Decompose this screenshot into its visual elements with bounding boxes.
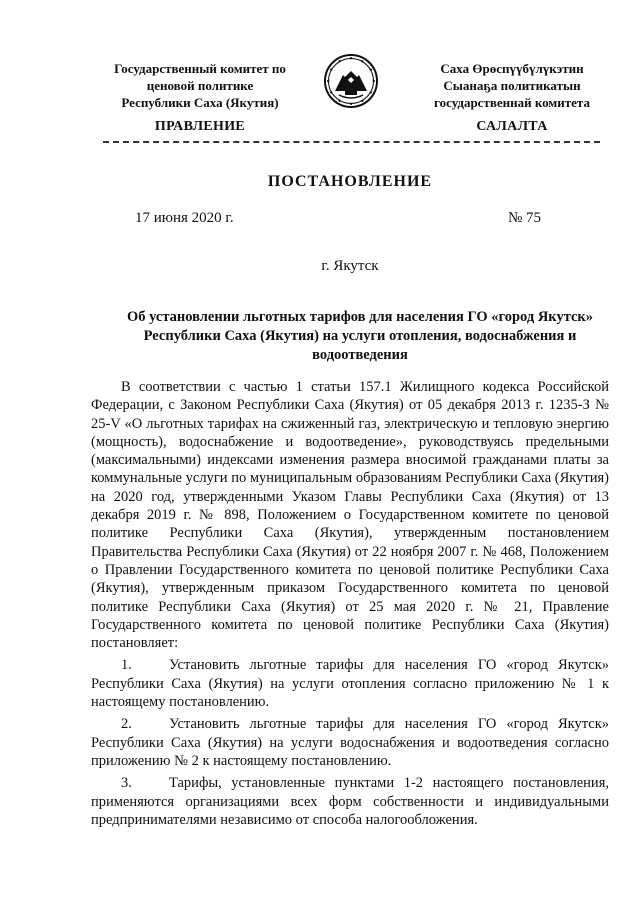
- committee-name-line: Сыанаҕа политикатын: [443, 78, 581, 93]
- resolution-item: [91, 715, 609, 770]
- committee-name-russian: [100, 60, 300, 111]
- item-text: Установить льготные тарифы для населения ГО «город Якутск» Республики Саха (Якутия) на услуги водоснабжения и водоотведения согласно приложению № 2 к настоящему постановлению.: [91, 716, 609, 769]
- subject-line: водоотведения: [312, 347, 408, 363]
- board-label-russian: ПРАВЛЕНИЕ: [154, 119, 246, 134]
- coat-of-arms-icon: [323, 53, 379, 109]
- resolution-item: [91, 656, 609, 711]
- document-city: г. Якутск: [321, 258, 379, 274]
- item-number: 1.: [121, 657, 132, 674]
- committee-name-yakut: [402, 60, 622, 111]
- subject-line: Республики Саха (Якутия) на услуги отопления, водоснабжения и: [143, 328, 577, 344]
- committee-name-line: ценовой политике: [146, 78, 254, 93]
- item-number: 3.: [121, 775, 132, 792]
- item-text: Установить льготные тарифы для населения ГО «город Якутск» Республики Саха (Якутия) на услуги отопления согласно приложению № 1 к настоящему постановлению.: [91, 657, 609, 711]
- committee-name-line: Республики Саха (Якутия): [121, 95, 279, 110]
- preamble-paragraph: В соответствии с частью 1 статьи 157.1 Жилищного кодекса Российской Федерации, с Законом Республики Саха (Якутия) от 05 декабря 2013 г. 1235-З № 25-V «О льготных тарифах на сжиженный газ, электрическую и тепловую энергию (мощность), водоснабжение и водоотведение», руководствуясь предельными (максимальными) индексами изменения размера вносимой гражданами платы за коммунальные услуги по муниципальным образованиям Республики Саха (Якутия) на 2020 год, утвержденными Указом Главы Республики Саха (Якутия) от 13 декабря 2019 г. № 898, Положением о Государственном комитете по ценовой политике Республики Саха (Якутия), утвержденным постановлением Правительства Республики Саха (Якутия) от 22 ноября 2007 г. № 468, Положением о Правлении Государственного комитета по ценовой политике Республики Саха (Якутия), утвержденным приказом Государственного комитета по ценовой политике Республики Саха (Якутия) от 25 мая 2020 г. № 21, Правление Государственного комитета по ценовой политике Республики Саха (Якутия) постановляет:: [91, 379, 609, 652]
- item-text: Тарифы, установленные пунктами 1-2 настоящего постановления, применяются организациями всех форм собственности и индивидуальными предпринимателями независимо от способа налогообложения.: [91, 775, 609, 828]
- board-label-yakut: САЛАЛТА: [476, 119, 548, 134]
- committee-name-line: Государственный комитет по: [114, 61, 286, 76]
- document-date: 17 июня 2020 г.: [135, 210, 234, 226]
- document-number: № 75: [508, 210, 542, 226]
- subject-line: Об установлении льготных тарифов для населения ГО «город Якутск»: [126, 309, 594, 325]
- committee-name-line: Саха Өрөспүүбүлүкэтин: [440, 61, 584, 76]
- header-divider: [103, 141, 600, 143]
- document-type-title: ПОСТАНОВЛЕНИЕ: [267, 173, 433, 190]
- document-subject: [100, 308, 620, 365]
- resolution-item: [91, 774, 609, 829]
- committee-name-line: государственнай комитета: [434, 95, 590, 110]
- item-number: 2.: [121, 716, 132, 733]
- document-body: [91, 378, 609, 829]
